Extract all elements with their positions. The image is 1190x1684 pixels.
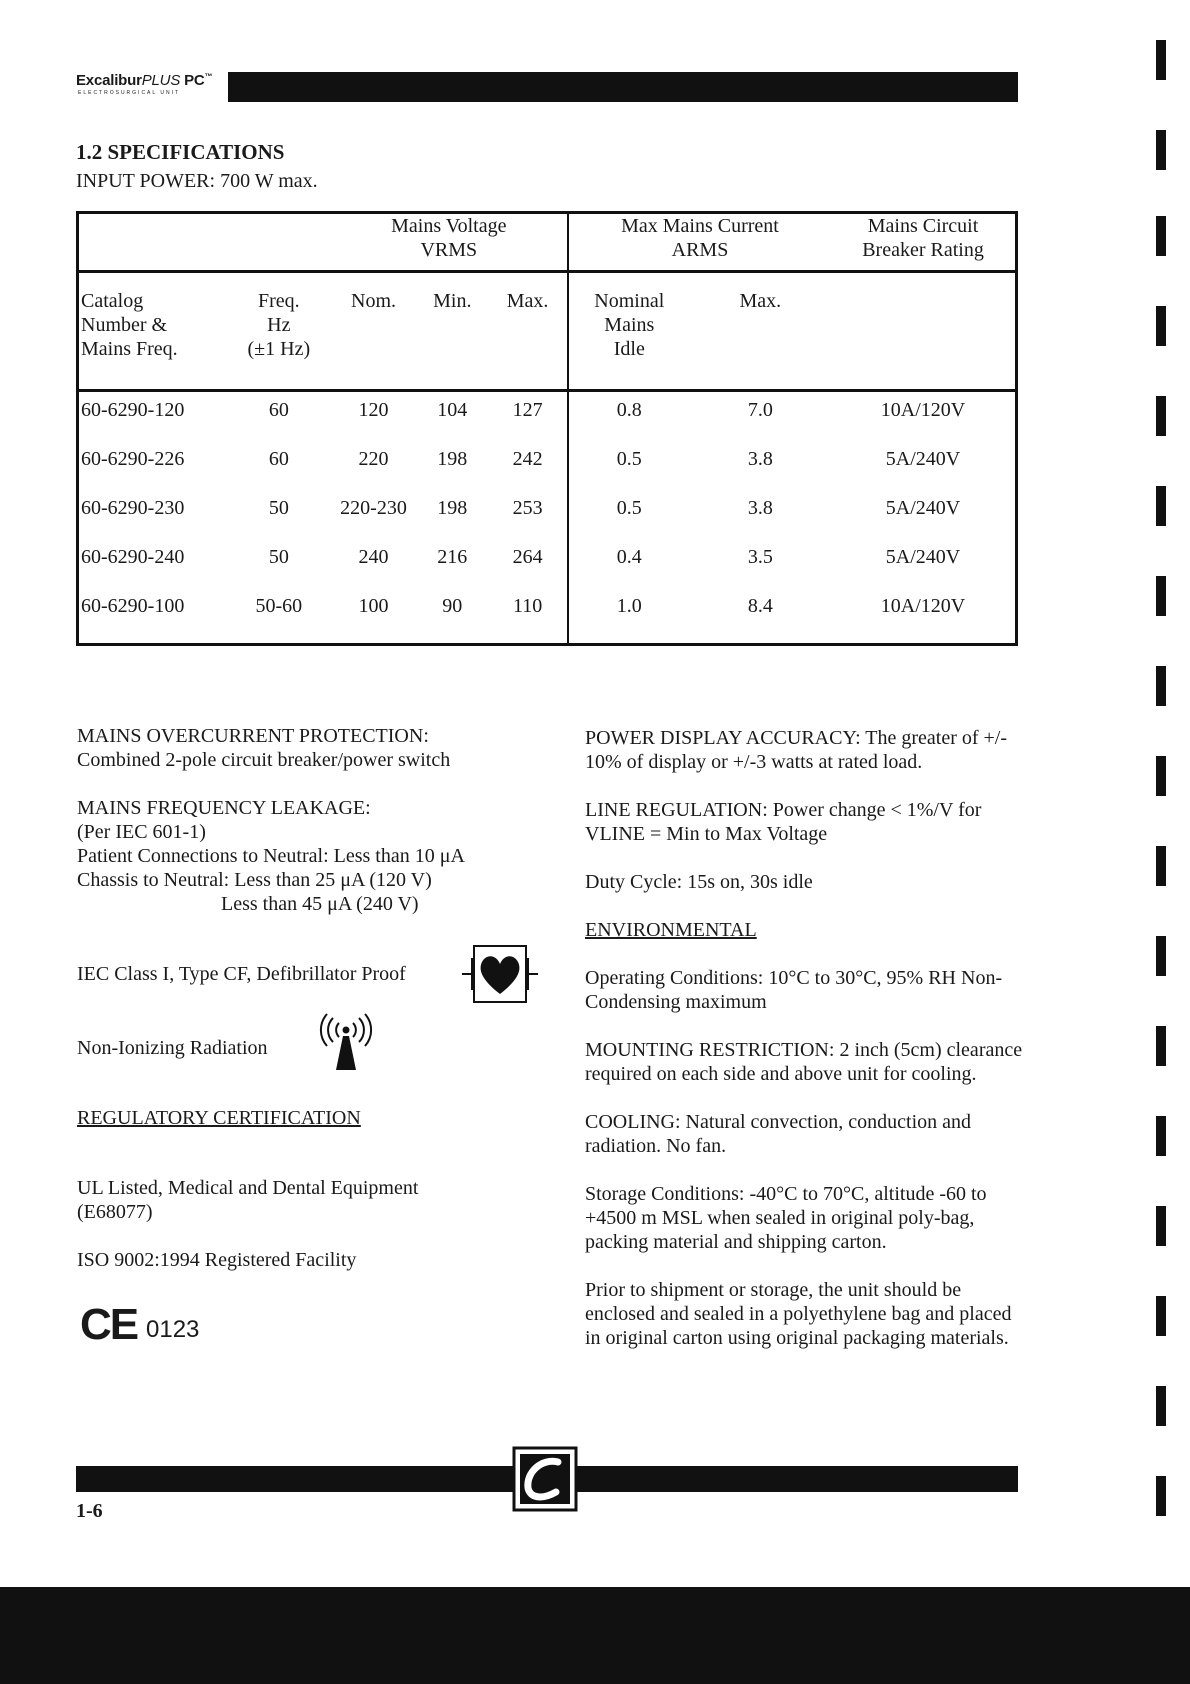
shipment-instructions: Prior to shipment or storage, the unit should be enclosed and sealed in a polyethylene bag and placed in original carton using original packaging materials.: [585, 1279, 1012, 1349]
storage-conditions: Storage Conditions: -40°C to 70°C, altitude -60 to +4500 m MSL when sealed in original poly-bag, packing material and shipping carton.: [585, 1183, 987, 1253]
brand-logo: ExcaliburPLUS PC™: [76, 72, 213, 89]
company-logo-icon: [512, 1446, 578, 1512]
table-row: [78, 391, 1017, 448]
right-column: [585, 726, 1025, 1350]
frequency-cell: 60: [268, 448, 289, 470]
overcurrent-title: MAINS OVERCURRENT PROTECTION:: [77, 725, 429, 747]
ul-number: (E68077): [77, 1201, 153, 1223]
line-regulation-text: Power change < 1%/V for VLINE = Min to Max Voltage: [585, 799, 982, 845]
line-regulation-label: LINE REGULATION:: [585, 799, 768, 821]
section-title: 1.2 SPECIFICATIONS: [76, 140, 285, 164]
max-voltage-cell: 127: [488, 391, 568, 448]
nominal-voltage-cell: 240: [358, 546, 389, 568]
catalog-number-cell: 60-6290-226: [81, 448, 185, 470]
line-regulation: [585, 798, 1025, 846]
min-voltage-cell: 198: [437, 497, 468, 519]
max-current-cell: 3.5: [747, 546, 773, 568]
ce-mark: CE: [80, 1300, 138, 1349]
power-display-accuracy: [585, 726, 1025, 774]
breaker-rating-cell: 5A/240V: [885, 448, 961, 470]
page-number: 1-6: [76, 1500, 103, 1522]
mounting-label: MOUNTING RESTRICTION:: [585, 1039, 835, 1061]
regulatory-title: REGULATORY CERTIFICATION: [77, 1107, 361, 1129]
min-voltage-cell: 90: [442, 595, 463, 617]
idle-current-cell: 0.5: [616, 497, 642, 519]
max-current-cell: 3.8: [747, 448, 773, 470]
duty-cycle: Duty Cycle: 15s on, 30s idle: [585, 871, 813, 893]
mounting-restriction: [585, 1038, 1025, 1086]
leakage-patient: Patient Connections to Neutral: Less than 10 μA: [77, 845, 465, 867]
frequency-cell: 60: [268, 399, 289, 421]
accuracy-text: The greater of +/- 10% of display or +/-3 watts at rated load.: [585, 727, 1008, 773]
cooling-text: Natural convection, conduction and radiation. No fan.: [585, 1111, 972, 1157]
idle-current-cell: 0.5: [616, 448, 642, 470]
leakage-chassis-240: Less than 45 μA (240 V): [221, 893, 419, 915]
max-column-header: Max.: [488, 272, 568, 391]
max-voltage-cell: 242: [488, 447, 568, 496]
catalog-column-header: Catalog Number & Mains Freq.: [78, 272, 228, 391]
breaker-rating-cell: 10A/120V: [880, 399, 966, 421]
accuracy-label: POWER DISPLAY ACCURACY:: [585, 727, 861, 749]
table-row: [78, 545, 1017, 594]
table-column-header-row: [78, 272, 1017, 391]
max-current-cell: 3.8: [747, 497, 773, 519]
nominal-voltage-cell: 120: [358, 399, 389, 421]
iec-class: IEC Class I, Type CF, Defibrillator Proof: [77, 963, 406, 985]
current-max-column-header: Max.: [690, 272, 831, 391]
idle-column-header: Nominal Mains Idle: [568, 272, 690, 391]
ce-notified-body-number: 0123: [146, 1316, 200, 1343]
frequency-cell: 50: [268, 546, 289, 568]
leakage-chassis: Chassis to Neutral: Less than 25 μA (120 V): [77, 869, 432, 891]
frequency-cell: 50: [268, 497, 289, 519]
max-current-header: Max Mains Current ARMS: [568, 213, 831, 272]
breaker-rating-cell: 5A/240V: [885, 497, 961, 519]
header-bar: [228, 72, 1018, 102]
nom-column-header: Nom.: [331, 272, 417, 391]
nominal-voltage-cell: 220: [358, 448, 389, 470]
leakage-ref: (Per IEC 601-1): [77, 821, 206, 843]
min-voltage-cell: 216: [437, 546, 468, 568]
breaker-header: Mains Circuit Breaker Rating: [831, 213, 1016, 272]
max-current-cell: 7.0: [747, 399, 773, 421]
ul-listed: UL Listed, Medical and Dental Equipment: [77, 1177, 419, 1199]
max-voltage-cell: 264: [488, 545, 568, 594]
operating-conditions: Operating Conditions: 10°C to 30°C, 95% RH Non-Condensing maximum: [585, 967, 1003, 1013]
nominal-voltage-cell: 220-230: [340, 497, 407, 519]
idle-current-cell: 1.0: [616, 595, 642, 617]
catalog-number-cell: 60-6290-120: [81, 399, 185, 421]
specifications-table: [76, 211, 1018, 646]
input-power: INPUT POWER: 700 W max.: [76, 170, 318, 192]
non-ionizing-radiation: Non-Ionizing Radiation: [77, 1037, 268, 1059]
table-group-header-row: [78, 213, 1017, 272]
max-voltage-cell: 110: [488, 594, 568, 645]
overcurrent-text: Combined 2-pole circuit breaker/power switch: [77, 749, 451, 771]
breaker-rating-cell: 5A/240V: [885, 546, 961, 568]
nominal-voltage-cell: 100: [358, 595, 389, 617]
binding-holes: [1152, 40, 1170, 1560]
non-ionizing-radiation-icon: [318, 1010, 374, 1074]
catalog-number-cell: 60-6290-100: [81, 595, 185, 617]
cooling-label: COOLING:: [585, 1111, 681, 1133]
catalog-number-cell: 60-6290-230: [81, 497, 185, 519]
breaker-rating-cell: 10A/120V: [880, 595, 966, 617]
cooling: [585, 1110, 1025, 1158]
frequency-cell: 50-60: [255, 595, 303, 617]
max-current-cell: 8.4: [747, 595, 773, 617]
max-voltage-cell: 253: [488, 496, 568, 545]
table-row: [78, 594, 1017, 645]
defibrillator-proof-type-cf-icon: [462, 942, 538, 1006]
scan-bottom-band: [0, 1587, 1190, 1684]
min-voltage-cell: 104: [437, 399, 468, 421]
table-row: [78, 447, 1017, 496]
mains-voltage-header: Mains Voltage VRMS: [331, 213, 568, 272]
table-row: [78, 496, 1017, 545]
freq-column-header: Freq. Hz (±1 Hz): [227, 272, 331, 391]
leakage-title: MAINS FREQUENCY LEAKAGE:: [77, 797, 371, 819]
idle-current-cell: 0.8: [616, 399, 642, 421]
min-column-header: Min.: [416, 272, 488, 391]
idle-current-cell: 0.4: [616, 546, 642, 568]
environmental-title: ENVIRONMENTAL: [585, 919, 757, 941]
min-voltage-cell: 198: [437, 448, 468, 470]
iso-registration: ISO 9002:1994 Registered Facility: [77, 1249, 357, 1271]
catalog-number-cell: 60-6290-240: [81, 546, 185, 568]
brand-subtitle: ELECTROSURGICAL UNIT: [78, 90, 181, 96]
mounting-text: 2 inch (5cm) clearance required on each side and above unit for cooling.: [585, 1039, 1023, 1085]
